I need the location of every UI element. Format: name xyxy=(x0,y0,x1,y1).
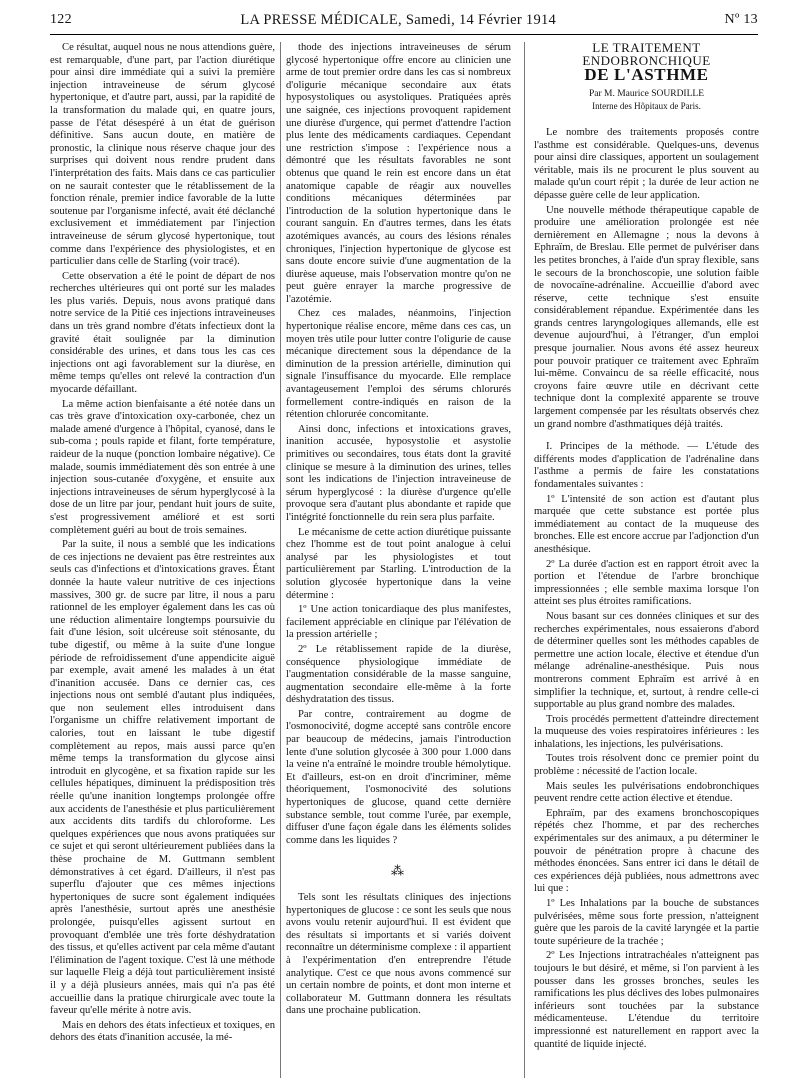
paragraph: Ephraïm, par des examens bronchoscopiques répétés chez l'homme, et par des recherches expérimentales sur des animaux, a pu déterminer le pouvoir de pénétration propre à chacune des méthodes énoncées. Sans entrer ici dans le détail de ces expériences déjà publiées, nous admettrons avec lui que : xyxy=(534,807,759,895)
article-byline: Par M. Maurice SOURDILLE xyxy=(588,88,705,99)
journal-title: LA PRESSE MÉDICALE, Samedi, 14 Février 1914 xyxy=(240,11,557,28)
paragraph: Mais en dehors des états infectieux et toxiques, en dehors des états d'inanition accusée, la mé- xyxy=(50,1019,275,1044)
paragraph: Par contre, contrairement au dogme de l'osmonocivité, dogme accepté sans contrôle encore par beaucoup de médecins, jamais l'introduction lente d'une solution glycosée à 300 pour 1.000 dans la veine n'a entraîné le moindre trouble hémolytique. Et d'ailleurs, est-on en droit d'incriminer, même théoriquement, l'osmonocivité des solutions hypertoniques de glucose, quand cette dernière substance semble, tout comme l'urée, par exemple, diffuser d'une façon égale dans les éléments solides comme dans les liquides ? xyxy=(286,708,511,846)
page-header xyxy=(50,8,758,32)
paragraph: Le mécanisme de cette action diurétique puissante chez l'homme est de tout point analogue à celui analysé par les physiologistes et tout particulièrement par Starling. L'introduction de la solution glycosée hypertonique dans la veine détermine : xyxy=(286,526,511,601)
article-title-line2: DE L'ASTHME xyxy=(584,65,709,85)
paragraph: Mais seules les pulvérisations endobronchiques peuvent rendre cette action élective et étendue. xyxy=(534,780,759,805)
paragraph: 2º Le rétablissement rapide de la diurèse, conséquence physiologique immédiate de l'augmentation considérable de la masse sanguine, augmentation secondaire elle-même à la forte déshydratation des tissus. xyxy=(286,643,511,706)
column-divider-2 xyxy=(524,42,525,1078)
page-number: 122 xyxy=(50,12,72,27)
paragraph: Ce résultat, auquel nous ne nous attendions guère, est remarquable, d'une part, par l'action diurétique pour ainsi dire immédiate qui a suivi la première injection intraveineuse de sérum glycosé hypertonique, et d'autre part, aussi, par la rapidité de la transformation du malade qui, en quatre jours, passe de l'état désespéré à un état de guérison définitive. Sans aucun doute, en matière de pronostic, la clinique nous réserve chaque jour des surprises qui doivent nous rendre prudent dans l'interprétation des faits. Mais dans ce cas particulier on ne saurait contester que le rétablissement de la fonction rénale, premier indice favorable de la lutte soutenue par l'organisme infecté, avait été déclanché exclusivement et immédiatement par l'injection intraveineuse de sérum glycosé hypertonique, tout comme dans l'expérience des physiologistes, et en particulier dans celle de Starling (voir tracé). xyxy=(50,42,275,268)
paragraph: thode des injections intraveineuses de sérum glycosé hypertonique offre encore au clinicien une arme de tout premier ordre dans les cas si nombreux d'oligurie mécanique secondaire aux états hyposystoliques ou asystoliques. Pratiquées après une saignée, ces injections provoquent rapidement une diurèse d'urgence, qui permet d'attendre l'action plus lente des médicaments cardiaques. Cependant une restriction s'impose : l'expérience nous a démontré que les résultats favorables ne sont obtenus que quand le rein est encore dans un état anatomique capable de réagir aux nouvelles conditions mécaniques déterminées par l'introduction de la solution hypertonique dans le courant sanguin. En d'autres termes, dans les états azotémiques avancés, au cours des lésions rénales chroniques, l'injection hypertonique de glycose est sans doute encore suivie d'une augmentation de la diurèse aqueuse, mais l'observation montre qu'on ne peut guère enrayer la marche progressive de l'azotémie. xyxy=(286,42,511,305)
paragraph: 2º La durée d'action est en rapport étroit avec la portion et l'étendue de l'arbre bronchique impressionnées ; elle semble maxima lorsque l'on atteint ses plus étroites ramifications. xyxy=(534,558,759,608)
paragraph: Ainsi donc, infections et intoxications graves, inanition accusée, hyposystolie et asystolie primitives ou secondaires, tous états dont la gravité clinique se mesure à la diminution des urines, telles sont les indications de l'injection intraveineuse de sérum hyperglycosé : la diurèse d'urgence qu'elle provoque sera d'autant plus abondante et rapide que l'intégrité fonctionnelle du rein sera plus parfaite. xyxy=(286,423,511,523)
paragraph: Tels sont les résultats cliniques des injections hypertoniques de glucose : ce sont les seuls que nous avons voulu retenir aujourd'hui. Il est évident que des résultats si importants et si variés doivent reconnaître un déterminisme complexe : il appartient à l'expérimentation d'en entreprendre l'étude analytique. C'est ce que nous avons commencé sur un certain nombre de points, et dont mon interne et collaborateur M. Guttmann donnera les résultats dans une prochaine publication. xyxy=(286,892,511,1017)
paragraph: 1º Les Inhalations par la bouche de substances pulvérisées, même sous forte pression, n'atteignent guère que les parois de la cavité laryngée et la partie toute supérieure de la trachée ; xyxy=(534,898,759,947)
paragraph: 1º L'intensité de son action est d'autant plus marquée que cette substance est portée plus immédiatement au contact de la muqueuse des bronches. Elle est encore accrue par l'adjonction d'un anesthésique. xyxy=(534,493,759,555)
paragraph: La même action bienfaisante a été notée dans un cas très grave d'intoxication oxy-carbonée, chez un malade amené d'urgence à l'hôpital, cyanosé, dans le sub-coma ; pouls rapide et filant, forte température, raideur de la nuque (ponction lombaire négative). Ce malade, soumis immédiatement dès son entrée à une injection sous-cutanée d'oxygène, et ensuite aux injections intraveineuses de sérum hyperglycosé à la dose de un litre par jour, pendant huit jours de suite, s'est progressivement amélioré et est sorti complètement guéri au bout de trois semaines. xyxy=(50,398,275,536)
header-rule xyxy=(50,34,758,35)
column-3 xyxy=(534,42,759,1078)
column-2 xyxy=(286,42,511,1078)
paragraph: Toutes trois résolvent donc ce premier point du problème : nécessité de l'action locale. xyxy=(534,753,759,778)
paragraph: Nous basant sur ces données cliniques et sur des recherches expérimentales, nous essaierons d'abord de déterminer quelles sont les méthodes capables de permettre une action locale, élective et étendue d'un mélange adrénaline-anesthésique. Puis nous montrerons comment Ephraïm est arrivé à en simplifier la technique, et, surtout, à rendre celle-ci supportable au plus grand nombre des malades. xyxy=(534,610,759,711)
issue-number: Nº 13 xyxy=(724,12,758,27)
column-divider-1 xyxy=(280,42,281,1078)
paragraph: 2º Les Injections intratrachéales n'atteignent pas toujours le but désiré, et même, si l'on parvient à les pousser dans les grosses bronches, seules les ramifications les plus déclives des lobes pulmonaires inférieurs sont touchées par la substance médicamenteuse. L'étendue du territoire impressionné est naturellement en rapport avec la quantité de liquide injecté. xyxy=(534,950,759,1050)
paragraph: 1º Une action tonicardiaque des plus manifestes, facilement appréciable en clinique par l'élévation de la pression artérielle ; xyxy=(286,604,511,641)
column-1 xyxy=(50,42,275,1078)
paragraph: Une nouvelle méthode thérapeutique capable de produire une amélioration prolongée est née dernièrement en Allemagne ; nous la devons à Ephraïm, de Breslau. Elle permet de pulvériser dans les petites bronches, à l'aide d'un spray flexible, sans le secours de la bronchoscopie, une solution faible de novocaïne-adrénaline. Accueillie d'abord avec réserve, cette technique s'est ensuite considérablement répandue. Expérimentée dans les grands centres laryngologiques allemands, elle est devenue aujourd'hui, à l'étranger, d'un emploi presque journalier. Nous avons été assez heureux pour pouvoir pratiquer ce traitement avec Ephraïm lui-même. Convaincu de sa réelle efficacité, nous croyons faire œuvre utile en décrivant cette technique dont la complexité apparente se trouve largement compensée par les résultats observés chez un grand nombre d'asthmatiques déjà traités. xyxy=(534,204,759,430)
paragraph: Cette observation a été le point de départ de nos recherches ultérieures qui ont porté sur les malades les plus variés. Depuis, nous avons pratiqué dans notre service de la Pitié ces injections intraveineuses dans un très grand nombre d'états infectieux dont la gravité était soulignée par la diminution considérable des urines, et dans tous les cas ces injections ont agi favorablement sur la diurèse, en même temps qu'elles ont relevé la contraction d'un myocarde défaillant. xyxy=(50,270,275,396)
asterism-separator: ⁂ xyxy=(391,863,406,879)
article-title-line1: LE TRAITEMENT ENDOBRONCHIQUE xyxy=(582,42,711,68)
section-heading-paragraph: I. Principes de la méthode. — L'étude des différents modes d'application de l'adrénaline dans l'asthme a permis de faire les constatations fondamentales suivantes : xyxy=(534,441,759,490)
paragraph: Chez ces malades, néanmoins, l'injection hypertonique réalise encore, même dans ces cas, un moyen très utile pour lutter contre l'oligurie de cause mécanique directement sous la dépendance de la diminution de la pression artérielle, diminution qui signale l'insuffisance du myocarde. Elle remplace avantageusement l'emploi des sérums chlorurés formellement contre-indiqués en raison de la rétention chlorurée concomitante. xyxy=(286,308,511,421)
paragraph: Par la suite, il nous a semblé que les indications de ces injections ne devaient pas être restreintes aux seuls cas d'infections et d'intoxications graves. Étant donnée la haute valeur nutritive de ces injections massives, 300 gr. de sucre par litre, il nous a paru rationnel de les employer également dans les cas où une réduction alimentaire longtemps poursuivie du fait d'une lésion, soit ulcéreuse soit sténosante, du tube digestif, ou même à la suite d'une longue période de refroidissement d'une appendicite aiguë par exemple, avait amené les malades à un état d'inanition accusée. Dans ce dernier cas, ces injections nous ont semblé d'autant plus indiquées, que non seulement elles introduisent dans l'organisme un chiffre relativement important de calories, tout en laissant le tube digestif complètement au repos, mais aussi parce qu'en même temps la transformation du glycose ainsi introduit en glycogène, et sa fixation rapide sur les cellules hépatiques, diminuent la prédisposition très réelle qu'une inanition longtemps prolongée offre aux accidents de l'anesthésie et plus particulièrement aux accidents dits tardifs du chloroforme. Les quelques expériences que nous avons pratiquées sur ce sujet et qui seront ultérieurement publiées dans la thèse prochaine de M. Guttmann semblent démonstratives à cet égard. D'ailleurs, il n'est pas superflu d'ajouter que ces mêmes injections hypertoniques de sucre sont également indiquées après l'anesthésie, surtout après une anesthésie prolongée, puisqu'elles agissent surtout en provoquant d'emblée une très forte déshydratation des tissus, et qu'elles activent par cela même d'autant l'élimination de l'agent toxique. C'est là une méthode sur laquelle Fleig a déjà tout particulièrement insisté il y a déjà plusieurs années, mais qui n'a pas été accueillie dans la pratique chirurgicale avec toute la faveur qu'elle mérite à notre avis. xyxy=(50,539,275,1017)
paragraph: Trois procédés permettent d'atteindre directement la muqueuse des voies respiratoires inférieures : les inhalations, les injections, les pulvérisations. xyxy=(534,713,759,750)
paragraph: Le nombre des traitements proposés contre l'asthme est considérable. Quelques-uns, devenus pour ainsi dire classiques, apportent un soulagement véritable, mais ils ne procurent le plus souvent au malade qu'un court répit ; la durée de leur action ne dépasse guère celle de leur application. xyxy=(534,126,759,201)
article-affiliation: Interne des Hôpitaux de Paris. xyxy=(592,101,701,112)
